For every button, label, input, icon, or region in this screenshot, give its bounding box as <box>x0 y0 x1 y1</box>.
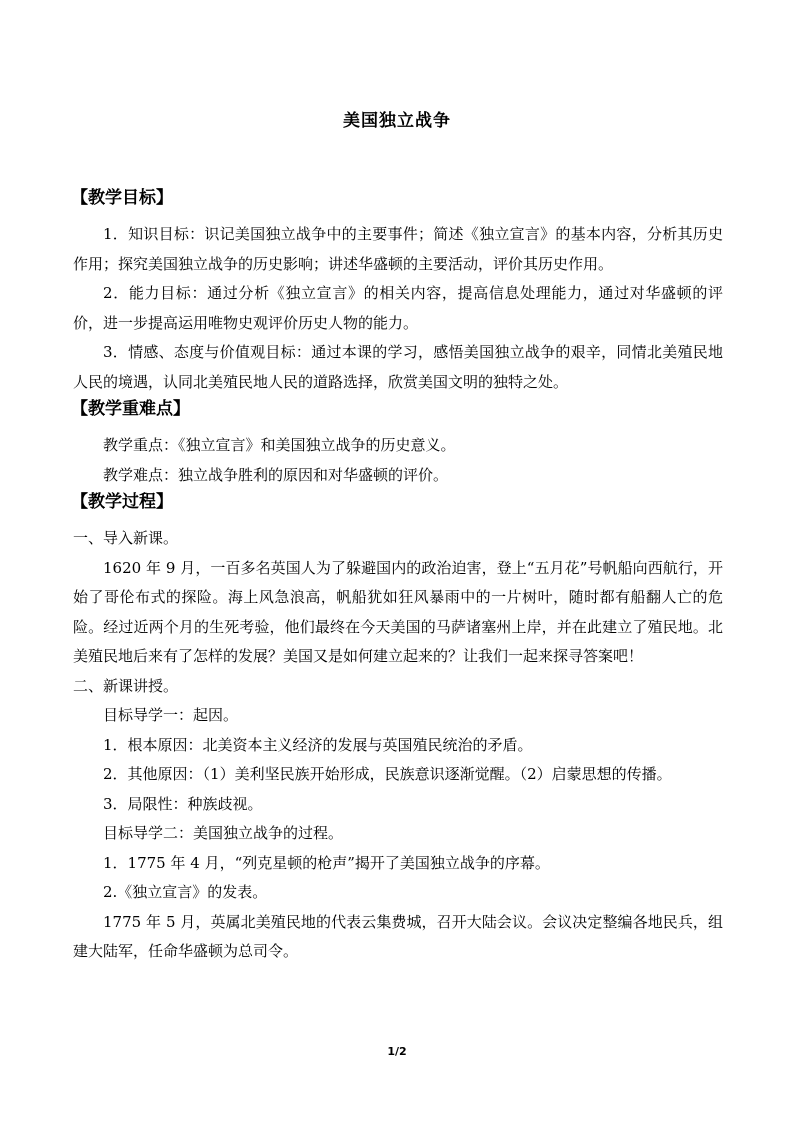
section-heading-process: 【教学过程】 <box>71 492 173 512</box>
goal1-title: 目标导学一：起因。 <box>103 706 239 724</box>
goal-item-knowledge: 1．知识目标：识记美国独立战争中的主要事件；简述《独立宣言》的基本内容，分析其历史作用；探究美国独立战争的历史影响；讲述华盛顿的主要活动，评价其历史作用。 <box>73 225 723 273</box>
section-heading-goals: 【教学目标】 <box>71 188 173 208</box>
goal2-title: 目标导学二：美国独立战争的过程。 <box>103 824 344 842</box>
goal2-item-declaration: 2.《独立宣言》的发表。 <box>103 883 268 901</box>
section-heading-key-points: 【教学重难点】 <box>71 399 190 419</box>
process-new-title: 二、新课讲授。 <box>73 676 179 695</box>
goal1-item-limitation: 3．局限性：种族歧视。 <box>103 794 263 813</box>
process-intro-text: 1620 年 9 月，一百多名英国人为了躲避国内的政治迫害，登上“五月花”号帆船向西航行，开始了哥伦布式的探险。海上风急浪高，帆船犹如狂风暴雨中的一片树叶，随时都有船翻人亡的危险。经过近两个月的生死考验，他们最终在今天美国的马萨诸塞州上岸，并在此建立了殖民地。北美殖民地后来有了怎样的发展？美国又是如何建立起来的？让我们一起来探寻答案吧！ <box>73 558 723 665</box>
document-title: 美国独立战争 <box>343 111 451 131</box>
key-point-difficulty: 教学难点：独立战争胜利的原因和对华盛顿的评价。 <box>103 465 449 484</box>
goal2-item-lexington: 1．1775 年 4 月，“列克星顿的枪声”揭开了美国独立战争的序幕。 <box>103 853 550 872</box>
goal-item-emotion: 3．情感、态度与价值观目标：通过本课的学习，感悟美国独立战争的艰辛，同情北美殖民地人民的境遇，认同北美殖民地人民的道路选择，欣赏美国文明的独特之处。 <box>73 343 723 391</box>
goal-item-ability: 2．能力目标：通过分析《独立宣言》的相关内容，提高信息处理能力，通过对华盛顿的评价，进一步提高运用唯物史观评价历史人物的能力。 <box>73 284 723 332</box>
page-number: 1/2 <box>387 1045 407 1058</box>
goal1-item-other-causes: 2．其他原因：（1）美利坚民族开始形成，民族意识逐渐觉醒。（2）启蒙思想的传播。 <box>103 765 672 783</box>
goal2-text-congress: 1775 年 5 月，英属北美殖民地的代表云集费城，召开大陆会议。会议决定整编各地民兵，组建大陆军，任命华盛顿为总司令。 <box>73 912 723 960</box>
document-body <box>73 186 723 967</box>
key-point-focus: 教学重点：《独立宣言》和美国独立战争的历史意义。 <box>103 436 456 454</box>
process-intro-title: 一、导入新课。 <box>73 529 179 547</box>
goal1-item-root-cause: 1．根本原因：北美资本主义经济的发展与英国殖民统治的矛盾。 <box>103 735 533 754</box>
